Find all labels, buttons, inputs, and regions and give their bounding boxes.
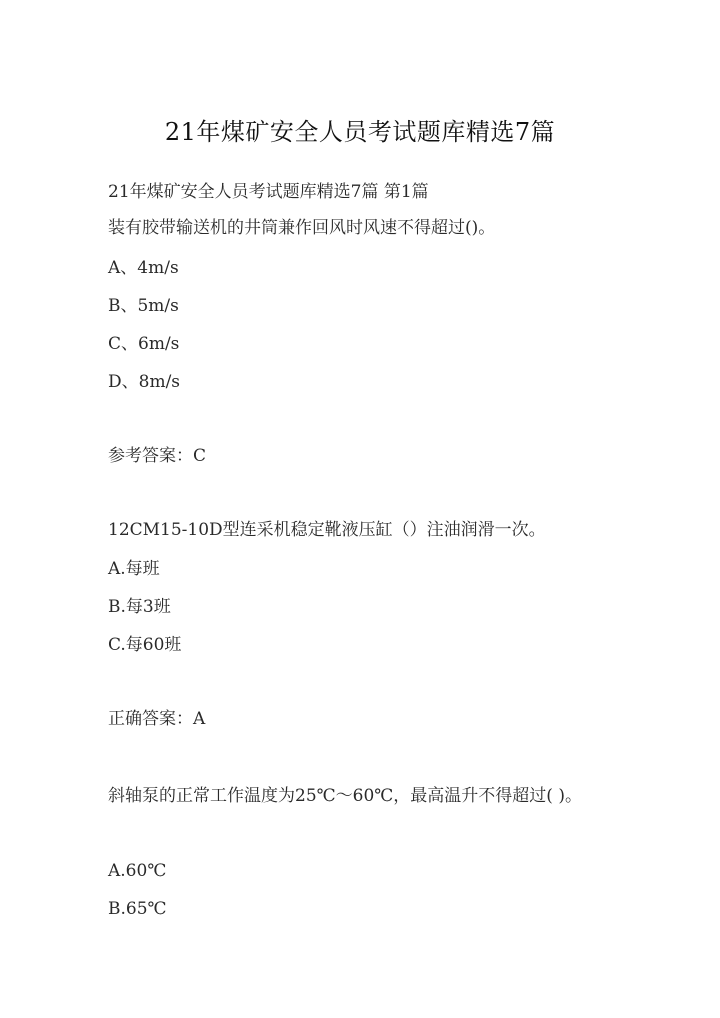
question-3-option-b: B.65℃ — [108, 899, 167, 919]
question-2-text: 12CM15-10D型连采机稳定靴液压缸（）注油润滑一次。 — [108, 520, 546, 540]
question-1-option-d: D、8m/s — [108, 372, 181, 392]
question-1-text: 装有胶带输送机的井筒兼作回风时风速不得超过()。 — [108, 218, 496, 238]
question-2-option-a: A.每班 — [108, 559, 160, 579]
question-1-option-b: B、5m/s — [108, 296, 179, 316]
question-2-option-c: C.每60班 — [108, 635, 182, 655]
document-subtitle: 21年煤矿安全人员考试题库精选7篇 第1篇 — [108, 182, 429, 202]
question-2-option-b: B.每3班 — [108, 597, 171, 617]
question-2-answer: 正确答案：A — [108, 709, 206, 729]
document-title: 21年煤矿安全人员考试题库精选7篇 — [164, 118, 556, 146]
question-1-option-c: C、6m/s — [108, 334, 180, 354]
question-3-text: 斜轴泵的正常工作温度为25℃～60℃，最高温升不得超过( )。 — [108, 786, 582, 806]
question-1-answer: 参考答案：C — [108, 446, 207, 466]
question-1-option-a: A、4m/s — [108, 258, 179, 278]
question-3-option-a: A.60℃ — [108, 861, 167, 881]
